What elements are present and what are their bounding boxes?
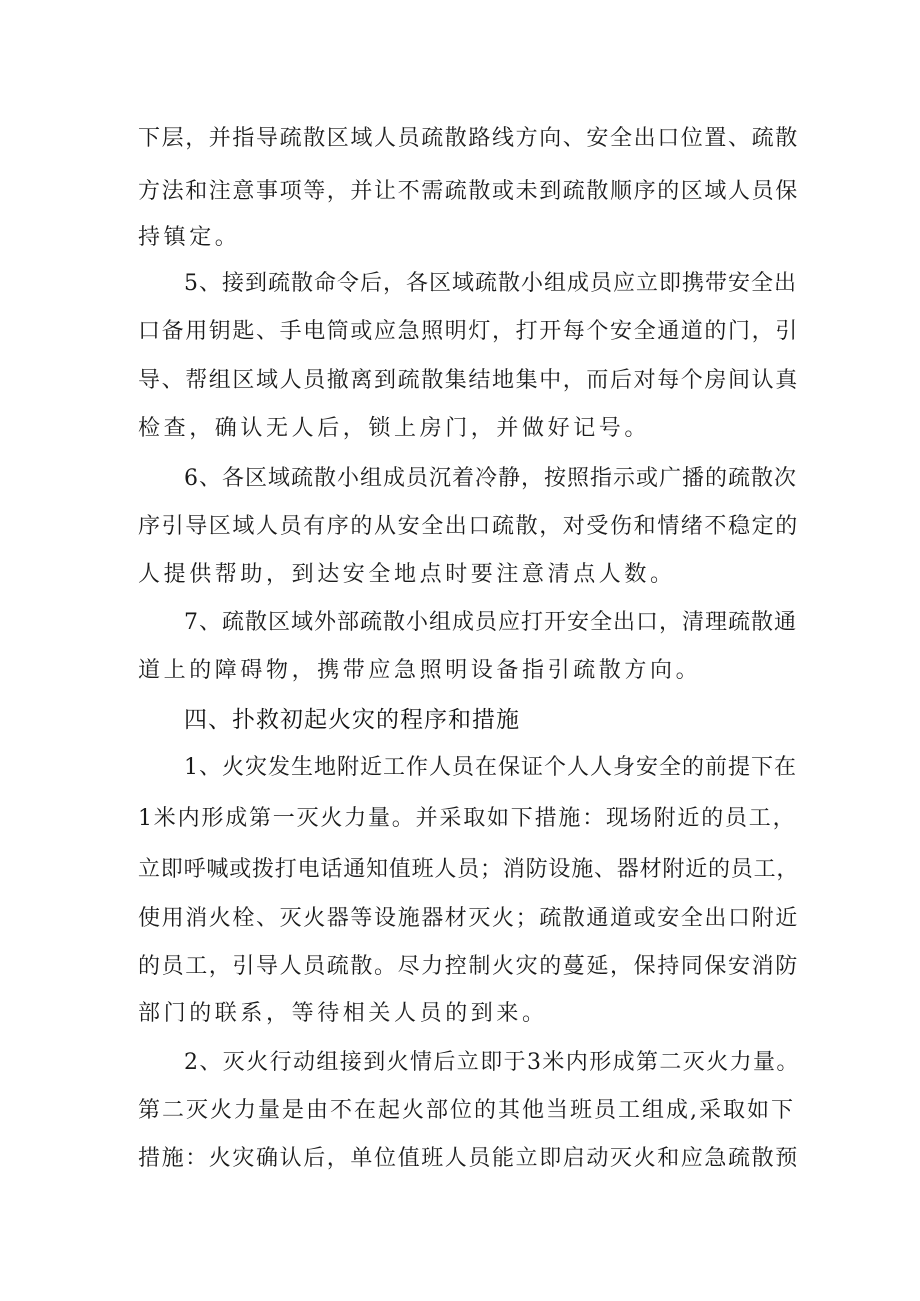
text-line: 立即呼喊或拨打电话通知值班人员；消防设施、器材附近的员工， — [138, 857, 800, 882]
section-heading: 四、扑救初起火灾的程序和措施 — [184, 707, 520, 733]
text-line: 2、灭火行动组接到火情后立即于3米内形成第二灭火力量。 — [184, 1050, 800, 1075]
text-line: 方法和注意事项等，并让不需疏散或未到疏散顺序的区域人员保 — [138, 179, 799, 204]
text-line: 1米内形成第一灭火力量。并采取如下措施：现场附近的员工， — [138, 806, 797, 831]
text-line: 人提供帮助，到达安全地点时要注意清点人数。 — [138, 562, 676, 587]
text-line: 5、接到疏散命令后，各区域疏散小组成员应立即携带安全出 — [184, 271, 797, 296]
text-line: 导、帮组区域人员撤离到疏散集结地集中，而后对每个房间认真 — [138, 368, 799, 393]
text-line: 6、各区域疏散小组成员沉着冷静，按照指示或广播的疏散次 — [184, 466, 797, 491]
text-line: 持镇定。 — [138, 225, 241, 250]
text-line: 7、疏散区域外部疏散小组成员应打开安全出口，清理疏散通 — [184, 610, 797, 635]
text-line: 检查，确认无人后，锁上房门，并做好记号。 — [138, 416, 651, 441]
text-line: 下层，并指导疏散区域人员疏散路线方向、安全出口位置、疏散 — [138, 126, 799, 151]
text-line: 使用消火栓、灭火器等设施器材灭火；疏散通道或安全出口附近 — [138, 906, 799, 931]
text-line: 口备用钥匙、手电筒或应急照明灯，打开每个安全通道的门，引 — [138, 319, 799, 344]
text-line: 1、火灾发生地附近工作人员在保证个人人身安全的前提下在 — [184, 755, 797, 780]
text-line: 措施：火灾确认后，单位值班人员能立即启动灭火和应急疏散预 — [138, 1146, 799, 1171]
text-line: 的员工，引导人员疏散。尽力控制火灾的蔓延，保持同保安消防 — [138, 954, 799, 979]
text-line: 道上的障碍物，携带应急照明设备指引疏散方向。 — [138, 658, 702, 683]
text-line: 部门的联系，等待相关人员的到来。 — [138, 1001, 548, 1026]
text-line: 序引导区域人员有序的从安全出口疏散，对受伤和情绪不稳定的 — [138, 514, 799, 539]
text-line: 第二灭火力量是由不在起火部位的其他当班员工组成,采取如下 — [138, 1098, 795, 1123]
